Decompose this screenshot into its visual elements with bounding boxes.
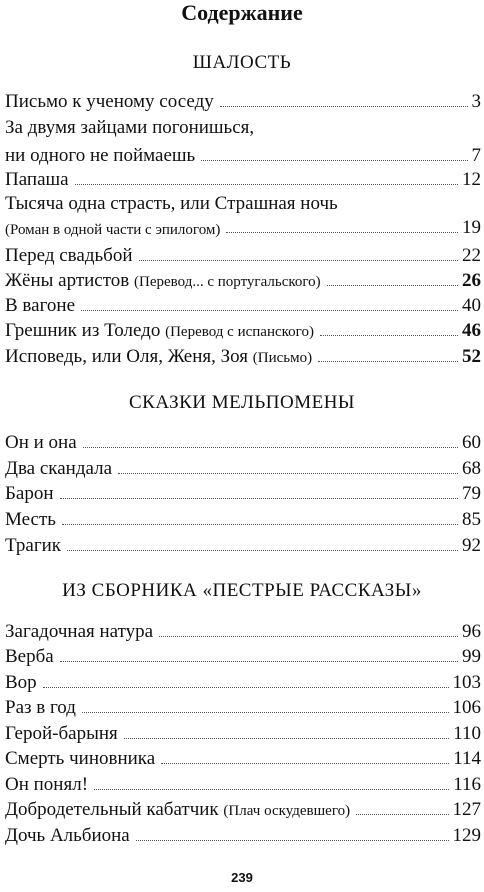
page-title: Содержание: [181, 0, 303, 25]
entry-page: 110: [453, 723, 481, 744]
dot-leader: [327, 285, 458, 286]
entry-title: Перед свадьбой: [5, 245, 133, 266]
toc-entry[interactable]: [5, 481, 481, 505]
entry-subtitle: (Плач оскудевшего): [223, 803, 351, 819]
entry-subtitle: (Письмо): [252, 350, 313, 366]
toc-entry[interactable]: [5, 318, 481, 342]
dot-leader: [201, 160, 467, 161]
entry-page: 22: [462, 245, 481, 266]
dot-leader: [62, 524, 458, 525]
toc-entry[interactable]: [5, 695, 481, 719]
toc-entry[interactable]: [5, 772, 481, 796]
entry-title: Верба: [5, 646, 54, 667]
entry-subtitle: (Перевод... с португальского): [134, 274, 321, 290]
toc-entry[interactable]: [5, 797, 481, 821]
entry-title: Исповедь, или Оля, Женя, Зоя: [5, 346, 249, 367]
entry-title: Он понял!: [5, 774, 89, 795]
entry-page: 12: [462, 169, 481, 190]
entry-title: Письмо к ученому соседу: [5, 91, 214, 112]
dot-leader: [67, 550, 458, 551]
toc-entry[interactable]: [5, 746, 481, 770]
entry-title: Папаша: [5, 169, 69, 190]
toc-entry[interactable]: [5, 167, 481, 191]
toc-entry[interactable]: [5, 456, 481, 480]
toc-entry[interactable]: [5, 670, 481, 694]
entry-page: 79: [462, 483, 481, 504]
entry-page: 99: [462, 646, 481, 667]
dot-leader: [220, 106, 468, 107]
entry-title: Он и она: [5, 432, 77, 453]
entry-page: 3: [471, 91, 481, 112]
entry-title: В вагоне: [5, 295, 75, 316]
entry-page: 103: [452, 672, 481, 693]
page-number: 239: [231, 870, 253, 885]
dot-leader: [139, 260, 458, 261]
entry-title: ни одного не поймаешь: [5, 145, 196, 166]
dot-leader: [60, 498, 458, 499]
dot-leader: [81, 310, 458, 311]
entry-title: Жёны артистов: [5, 270, 130, 291]
entry-page: 127: [452, 799, 481, 820]
entry-page: 19: [462, 217, 481, 238]
dot-leader: [60, 661, 458, 662]
entry-page: 60: [462, 432, 481, 453]
toc-entry[interactable]: [5, 243, 481, 267]
entry-title-wrap: [5, 346, 312, 368]
dot-leader: [161, 763, 449, 764]
entry-title: Вор: [5, 672, 37, 693]
dot-leader: [82, 712, 449, 713]
toc-entry[interactable]: [5, 430, 481, 454]
entry-title: Месть: [5, 509, 56, 530]
dot-leader: [356, 814, 448, 815]
entry-title: Загадочная натура: [5, 621, 154, 642]
dot-leader: [75, 184, 458, 185]
entry-title: Дочь Альбиона: [5, 825, 130, 846]
entry-title: Раз в год: [5, 697, 76, 718]
dot-leader: [320, 335, 458, 336]
entry-subtitle: (Роман в одной части с эпилогом): [5, 222, 221, 238]
toc-entry[interactable]: [5, 89, 481, 113]
entry-page: 106: [452, 697, 481, 718]
dot-leader: [94, 789, 449, 790]
entry-page: 68: [462, 458, 481, 479]
toc-entry[interactable]: [5, 143, 481, 167]
entry-title: Барон: [5, 483, 54, 504]
entry-page: 7: [471, 145, 481, 166]
dot-leader: [124, 738, 449, 739]
dot-leader: [226, 232, 458, 233]
dot-leader: [159, 636, 458, 637]
toc-entry[interactable]: [5, 619, 481, 643]
dot-leader: [136, 840, 449, 841]
entry-title: Добродетельный кабатчик: [5, 799, 219, 820]
entry-subtitle: (Перевод с испанского): [165, 324, 314, 340]
toc-entry[interactable]: [5, 293, 481, 317]
entry-page: 52: [462, 346, 481, 367]
entry-page: 129: [452, 825, 481, 846]
section-heading-pestrye: ИЗ СБОРНИКА «ПЕСТРЫЕ РАССКАЗЫ»: [62, 580, 422, 601]
entry-title: Герой-барыня: [5, 723, 118, 744]
dot-leader: [318, 361, 458, 362]
dot-leader: [43, 687, 449, 688]
toc-entry[interactable]: [5, 533, 481, 557]
section-heading-shalost: ШАЛОСТЬ: [192, 52, 292, 73]
toc-entry[interactable]: [5, 215, 481, 239]
entry-title: Грешник из Толедо: [5, 320, 161, 341]
entry-title-wrap: [5, 270, 321, 292]
entry-title: Смерть чиновника: [5, 748, 156, 769]
entry-page: 114: [453, 748, 481, 769]
entry-title-line1: Тысяча одна страсть, или Страшная ночь: [5, 193, 338, 214]
entry-page: 26: [462, 270, 481, 291]
entry-title-line1: За двумя зайцами погонишься,: [5, 117, 255, 138]
entry-title: Трагик: [5, 535, 62, 556]
toc-entry[interactable]: [5, 268, 481, 292]
entry-page: 40: [462, 295, 481, 316]
entry-page: 92: [462, 535, 481, 556]
entry-page: 116: [453, 774, 481, 795]
toc-entry[interactable]: [5, 644, 481, 668]
toc-entry[interactable]: [5, 344, 481, 368]
toc-entry[interactable]: [5, 721, 481, 745]
entry-title: Два скандала: [5, 458, 113, 479]
entry-page: 46: [462, 320, 481, 341]
entry-title-wrap: [5, 799, 350, 821]
toc-entry[interactable]: [5, 507, 481, 531]
entry-title-wrap: [5, 320, 314, 342]
section-heading-skazki: СКАЗКИ МЕЛЬПОМЕНЫ: [128, 392, 356, 413]
entry-page: 85: [462, 509, 481, 530]
dot-leader: [83, 447, 458, 448]
entry-page: 96: [462, 621, 481, 642]
dot-leader: [118, 473, 458, 474]
toc-entry[interactable]: [5, 823, 481, 847]
